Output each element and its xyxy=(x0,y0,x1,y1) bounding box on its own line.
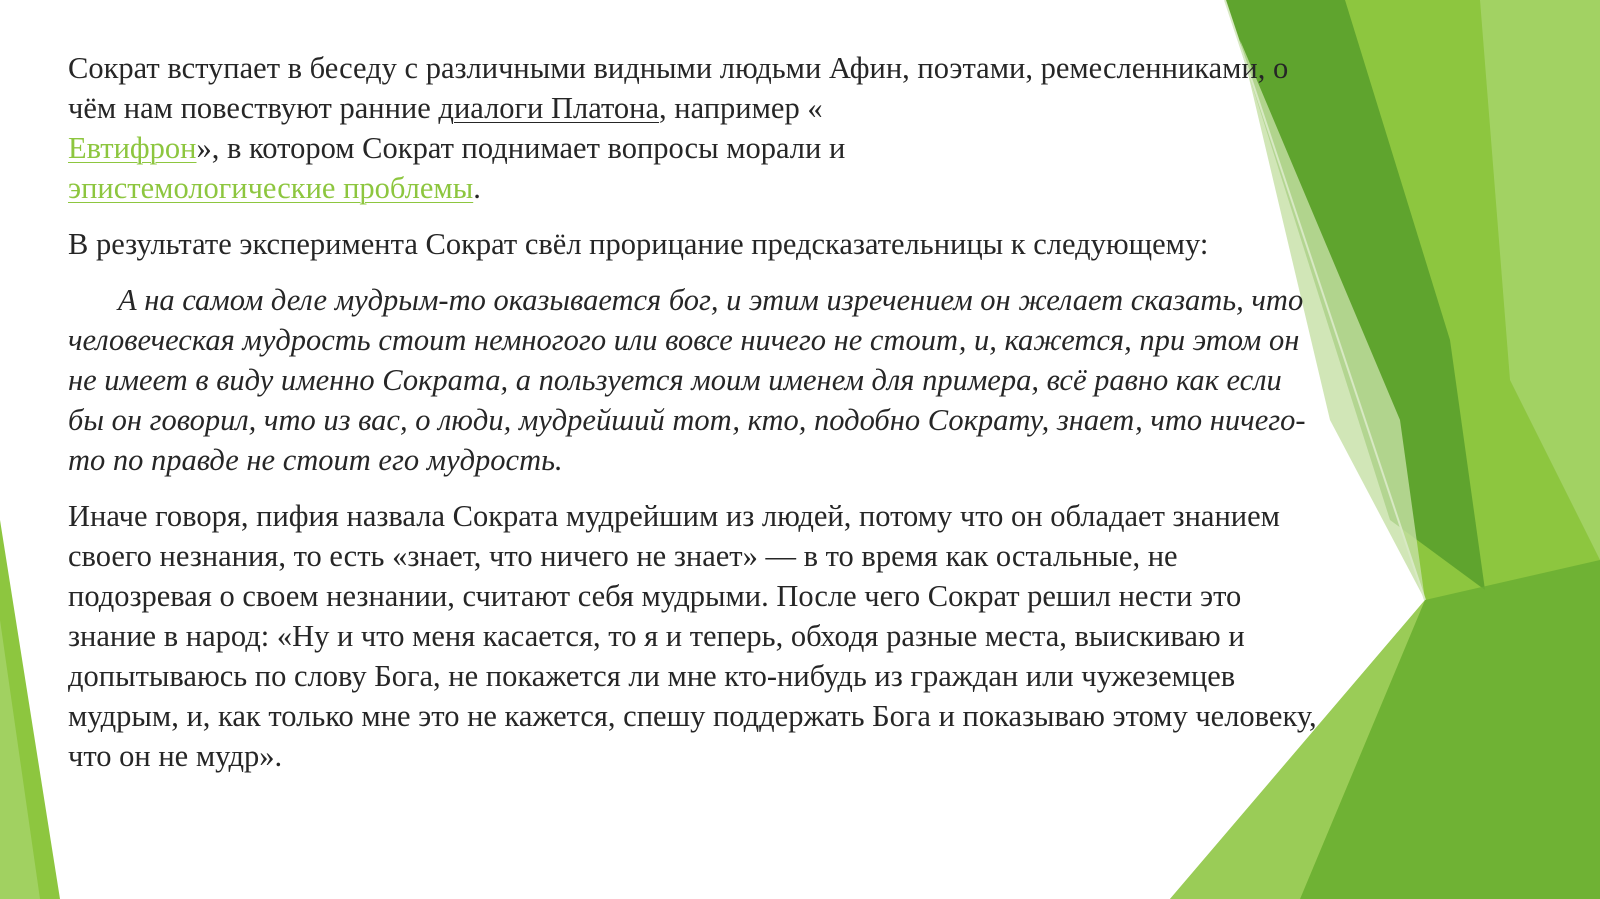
paragraph-intro-text: », в котором Сократ поднимает вопросы морали и xyxy=(196,131,846,165)
paragraph-conclusion: Иначе говоря, пифия назвала Сократа мудрейшим из людей, потому что он обладает знанием своего незнания, то есть «знает, что ничего не знает» — в то время как остальные, не подозревая о своем незнании, считают себя мудрыми. После чего Сократ решил нести это знание в народ: «Ну и что меня касается, то я и теперь, обходя разные места, выискиваю и допытываюсь по слову Бога, не покажется ли мне кто-нибудь из граждан или чужеземцев мудрым, и, как только мне это не кажется, спешу поддержать Бога и показываю этому человеку, что он не мудр». xyxy=(68,499,1317,773)
slide-text-body xyxy=(68,48,1318,792)
paragraph-intro xyxy=(68,48,1318,208)
paragraph-intro-text: , например « xyxy=(659,91,823,125)
paragraph-intro-text: . xyxy=(473,171,481,205)
link-epistemology[interactable]: эпистемологические проблемы xyxy=(68,171,474,205)
link-euthyphro[interactable]: Евтифрон xyxy=(68,131,197,165)
paragraph-result: В результате эксперимента Сократ свёл прорицание предсказательницы к следующему: xyxy=(68,227,1209,261)
paragraph-intro-text: Сократ вступает в беседу с различными видными людьми Афин, поэтами, ремесленниками, о чём нам повествуют ранние xyxy=(68,51,1289,125)
quote-italic: А на самом деле мудрым-то оказывается бог, и этим изречением он желает сказать, что человеческая мудрость стоит немногого или вовсе ничего не стоит, и, кажется, при этом он не имеет в виду именно Сократа, а пользуется моим именем для примера, всё равно как если бы он говорил, что из вас, о люди, мудрейший тот, кто, подобно Сократу, знает, что ничего-то по правде не стоит его мудрость. xyxy=(68,283,1306,477)
link-plato-dialogues[interactable]: диалоги Платона xyxy=(438,91,660,125)
